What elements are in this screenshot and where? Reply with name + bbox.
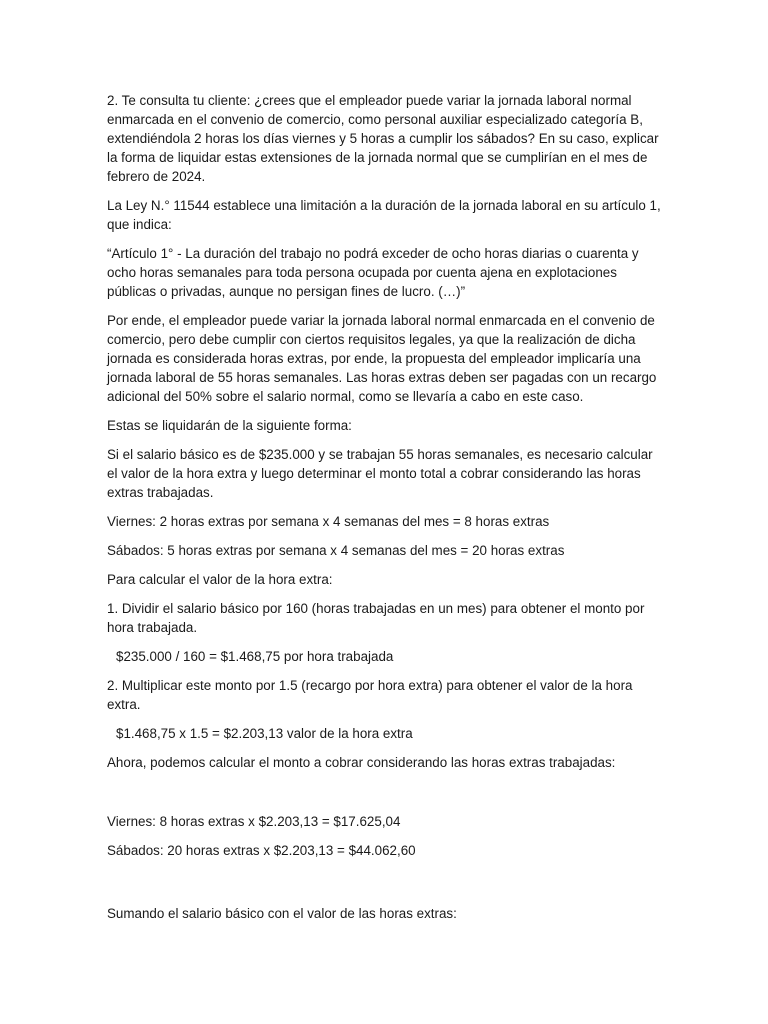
calculation-intro-line: Para calcular el valor de la hora extra:: [107, 572, 333, 587]
liquidation-intro-paragraph: Estas se liquidarán de la siguiente forma:: [107, 418, 352, 433]
step-2-formula: $1.468,75 x 1.5 = $2.203,13 valor de la hora extra: [116, 726, 413, 741]
saturday-amount-line: Sábados: 20 horas extras x $2.203,13 = $44.062,60: [107, 843, 416, 858]
step-1-paragraph: 1. Dividir el salario básico por 160 (horas trabajadas en un mes) para obtener el monto por hora trabajada.: [107, 601, 645, 635]
law-quote-paragraph: “Artículo 1° - La duración del trabajo no podrá exceder de ocho horas diarias o cuarenta y ocho horas semanales para toda persona ocupada por cuenta ajena en explotaciones públicas o privadas, aunque no persigan fines de lucro. (…)”: [107, 246, 639, 299]
blank-spacer: [107, 870, 663, 904]
law-intro-paragraph: La Ley N.° 11544 establece una limitación a la duración de la jornada laboral en su artículo 1, que indica:: [107, 198, 661, 232]
question-paragraph: 2. Te consulta tu cliente: ¿crees que el empleador puede variar la jornada laboral normal enmarcada en el convenio de comercio, como personal auxiliar especializado categoría B, extendiéndola 2 horas los días viernes y 5 horas a cumplir los sábados? En su caso, explicar la forma de liquidar estas extensiones de la jornada normal que se cumplirían en el mes de febrero de 2024.: [107, 93, 659, 184]
document-body: [107, 91, 663, 933]
sum-intro-line: Sumando el salario básico con el valor de las horas extras:: [107, 906, 457, 921]
saturday-hours-line: Sábados: 5 horas extras por semana x 4 semanas del mes = 20 horas extras: [107, 543, 565, 558]
salary-paragraph: Si el salario básico es de $235.000 y se trabajan 55 horas semanales, es necesario calcular el valor de la hora extra y luego determinar el monto total a cobrar considerando las horas extras trabajadas.: [107, 447, 653, 500]
analysis-paragraph: Por ende, el empleador puede variar la jornada laboral normal enmarcada en el convenio de comercio, pero debe cumplir con ciertos requisitos legales, ya que la realización de dicha jornada es considerada horas extras, por ende, la propuesta del empleador implicaría una jornada laboral de 55 horas semanales. Las horas extras deben ser pagadas con un recargo adicional del 50% sobre el salario normal, como se llevaría a cabo en este caso.: [107, 313, 657, 404]
friday-amount-line: Viernes: 8 horas extras x $2.203,13 = $17.625,04: [107, 814, 401, 829]
blank-spacer: [107, 782, 663, 812]
total-intro-paragraph: Ahora, podemos calcular el monto a cobrar considerando las horas extras trabajadas:: [107, 755, 616, 770]
friday-hours-line: Viernes: 2 horas extras por semana x 4 semanas del mes = 8 horas extras: [107, 514, 550, 529]
step-1-formula: $235.000 / 160 = $1.468,75 por hora trabajada: [116, 649, 394, 664]
step-2-paragraph: 2. Multiplicar este monto por 1.5 (recargo por hora extra) para obtener el valor de la hora extra.: [107, 678, 633, 712]
